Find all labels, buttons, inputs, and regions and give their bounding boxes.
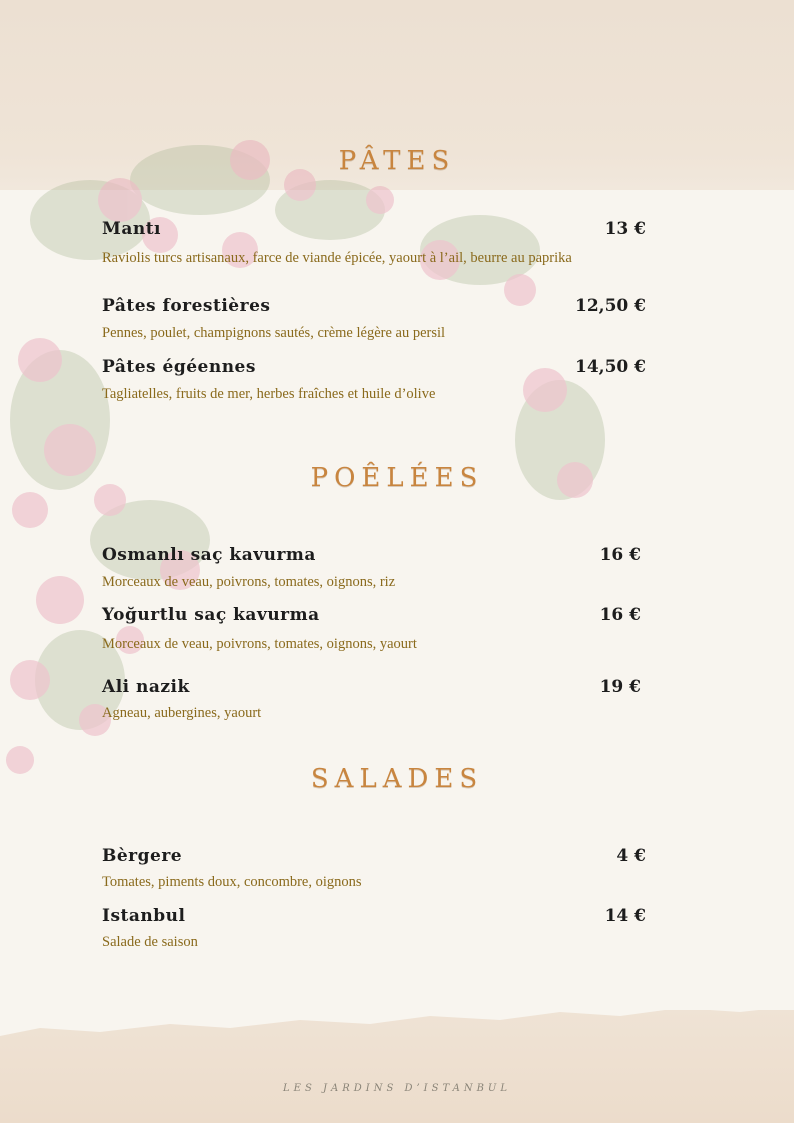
menu-item-name: Pâtes égéennes [102,357,256,377]
menu-item-price: 13 € [604,219,646,239]
menu-item-name: Yoğurtlu saç kavurma [102,605,320,625]
menu-item-name: Istanbul [102,906,186,926]
menu-item-name: Mantı [102,219,162,239]
menu-item-name: Bèrgere [102,846,183,866]
menu-item-price: 12,50 € [575,296,646,316]
restaurant-name-footer: LES JARDINS D’ISTANBUL [283,1083,511,1094]
section-title-pates: PÂTES [338,146,456,176]
menu-item-description: Agneau, aubergines, yaourt [102,705,262,721]
menu-item-price: 14 € [604,906,646,926]
menu-item-description: Morceaux de veau, poivrons, tomates, oignons, yaourt [102,636,417,652]
menu-item-name: Pâtes forestières [102,296,271,316]
menu-item-name: Ali nazik [102,677,190,697]
menu-item-description: Tomates, piments doux, concombre, oignons [102,874,362,890]
menu-item-description: Morceaux de veau, poivrons, tomates, oignons, riz [102,574,396,590]
menu-item-price: 16 € [599,605,641,625]
section-title-poelees: POÊLÉES [310,463,484,493]
menu-item-price: 14,50 € [575,357,646,377]
menu-item-price: 16 € [599,545,641,565]
menu-item-price: 19 € [599,677,641,697]
menu-item-description: Salade de saison [102,934,198,950]
menu-item-description: Pennes, poulet, champignons sautés, crème légère au persil [102,325,446,341]
menu-item-description: Tagliatelles, fruits de mer, herbes fraîches et huile d’olive [102,386,436,402]
torn-edge-bottom [0,998,794,1043]
section-title-salades: SALADES [310,764,484,794]
menu-item-description: Raviolis turcs artisanaux, farce de viande épicée, yaourt à l’ail, beurre au paprika [102,250,572,266]
menu-item-name: Osmanlı saç kavurma [102,545,316,565]
menu-item-price: 4 € [616,846,646,866]
